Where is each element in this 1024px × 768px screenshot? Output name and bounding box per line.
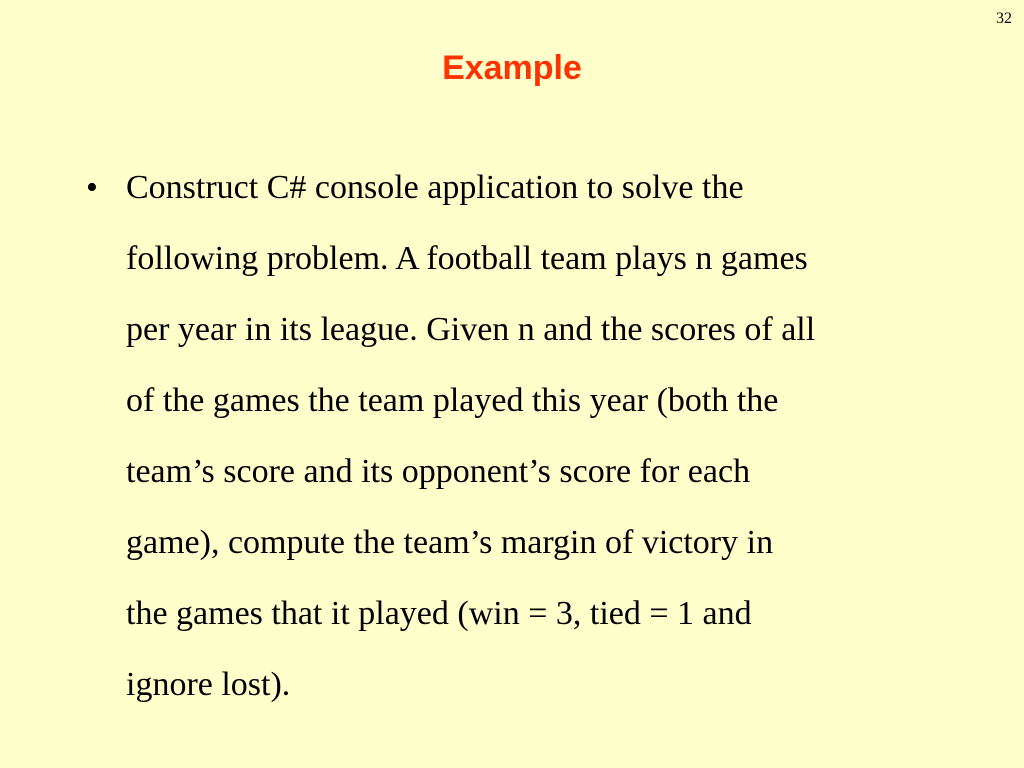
bullet-line-6: game), compute the team’s margin of victory in xyxy=(126,524,774,561)
bullet-icon: • xyxy=(86,169,98,206)
bullet-line-7: the games that it played (win = 3, tied = 1 and xyxy=(126,595,752,632)
bullet-line-2: following problem. A football team plays n games xyxy=(126,240,808,277)
bullet-line-4: of the games the team played this year (both the xyxy=(126,382,779,419)
bullet-line-5: team’s score and its opponent’s score for each xyxy=(126,453,751,490)
bullet-text xyxy=(126,152,950,720)
bullet-item xyxy=(80,152,950,720)
bullet-line-1: Construct C# console application to solve the xyxy=(126,169,744,206)
slide-title: Example xyxy=(442,49,582,87)
bullet-list xyxy=(80,152,950,720)
bullet-line-8: ignore lost). xyxy=(126,666,291,703)
slide-number: 32 xyxy=(996,10,1012,27)
bullet-line-3: per year in its league. Given n and the scores of all xyxy=(126,311,816,348)
